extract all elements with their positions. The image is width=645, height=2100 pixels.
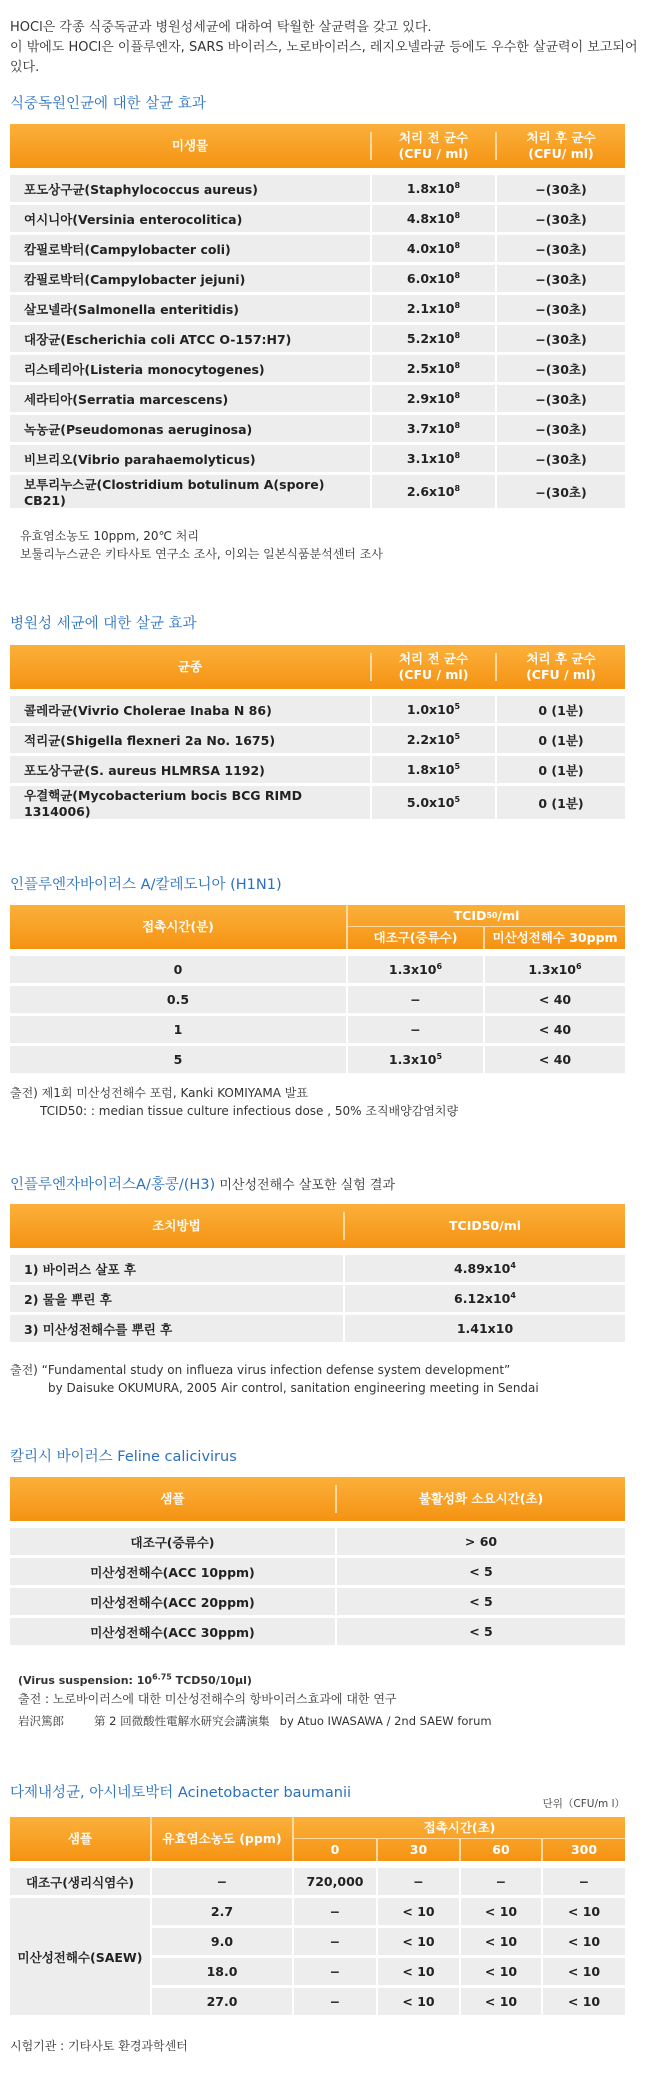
count-before (372, 175, 497, 202)
table-row (10, 1285, 625, 1312)
species-name: 적리균(Shigella flexneri 2a No. 1675) (10, 726, 372, 753)
section1-title: 식중독원인균에 대한 살균 효과 (10, 96, 206, 112)
count-before (372, 265, 497, 292)
header-concentration: 유효염소농도 (ppm) (162, 1831, 282, 1846)
count-after: −(30초) (497, 445, 625, 472)
count-before-exponent: 8 (454, 360, 461, 370)
table-row (10, 1255, 625, 1282)
count-after: −(30초) (497, 235, 625, 262)
tcid50-value (345, 1315, 625, 1342)
method-name: 3) 미산성전해수를 뿌린 후 (10, 1315, 345, 1342)
count-value: < 10 (461, 1898, 543, 1925)
section2-title: 병원성 세균에 대한 살균 효과 (10, 616, 197, 632)
tcid50-value-mantissa: 4.89x10 (454, 1261, 511, 1276)
concentration: 2.7 (152, 1898, 294, 1925)
header-time-0: 0 (330, 1842, 340, 1857)
unit-label: 단위（CFU/m l） (542, 1798, 625, 1810)
sample-name: 미산성전해수(ACC 10ppm) (10, 1558, 337, 1585)
header-method: 조치방법 (152, 1218, 201, 1233)
section5-title: 칼리시 바이러스 Feline calicivirus (10, 1449, 237, 1465)
count-before (372, 756, 497, 783)
section6-title: 다제내성균, 아시네토박터 Acinetobacter baumanii (10, 1785, 352, 1801)
section5-source-2: 岩沢篤郎 第 2 回微酸性電解水研究会講演集 by Atuo IWASAWA / 2nd SAEW forum (18, 1714, 492, 1728)
table-row (10, 1898, 625, 1925)
header-tcid50: TCID50/ml (449, 1218, 521, 1233)
inactivation-time: < 5 (337, 1618, 625, 1645)
species-name: 콜레라균(Vivrio Cholerae Inaba N 86) (10, 696, 372, 723)
count-before-exponent: 5 (454, 701, 461, 711)
section5-table (10, 1525, 625, 1648)
table-row (10, 175, 625, 202)
count-before (372, 355, 497, 382)
table-row (10, 385, 625, 412)
section1-note-2: 보툴리누스균은 키타사토 연구소 조사, 이외는 일본식품분석센터 조사 (20, 547, 383, 561)
sample-name: 대조구(증류수) (10, 1528, 337, 1555)
contact-time: 0 (10, 956, 348, 983)
count-before-mantissa: 1.8x10 (406, 181, 455, 196)
section3-source: 출전) 제1회 미산성전해수 포럼, Kanki KOMIYAMA 발표 (10, 1086, 308, 1100)
header-sample: 샘플 (160, 1491, 185, 1506)
count-value: < 10 (461, 1958, 543, 1985)
contact-time: 0.5 (10, 986, 348, 1013)
count-before-mantissa: 3.7x10 (406, 421, 455, 436)
count-after: −(30초) (497, 475, 625, 508)
microbe-name: 대장균(Escherichia coli ATCC O-157:H7) (10, 325, 372, 352)
count-value: − (294, 1898, 378, 1925)
count-after: 0 (1분) (497, 696, 625, 723)
intro-text (10, 18, 645, 78)
count-value: − (378, 1868, 461, 1895)
saew-value (485, 986, 625, 1013)
microbe-name: 여시니아(Versinia enterocolitica) (10, 205, 372, 232)
saew-value (485, 956, 625, 983)
count-value: < 10 (543, 1928, 625, 1955)
section2-header (10, 645, 625, 689)
table-row (10, 235, 625, 262)
count-before-mantissa: 3.1x10 (406, 451, 455, 466)
count-before-mantissa: 4.8x10 (406, 211, 455, 226)
count-before-mantissa: 1.8x10 (406, 762, 455, 777)
count-before-mantissa: 6.0x10 (406, 271, 455, 286)
tcid50-value-mantissa: 1.41x10 (456, 1321, 514, 1336)
method-name: 2) 물을 뿌린 후 (10, 1285, 345, 1312)
microbe-name: 세라티아(Serratia marcescens) (10, 385, 372, 412)
count-before-mantissa: 5.2x10 (406, 331, 455, 346)
table-row (10, 1315, 625, 1342)
count-before (372, 726, 497, 753)
species-name: 우결핵균(Mycobacterium bocis BCG RIMD 1314006) (10, 786, 372, 819)
section3-tcid-note: TCID50: : median tissue culture infectious dose , 50% 조직배양감염치량 (40, 1104, 459, 1118)
species-name: 포도상구균(S. aureus HLMRSA 1192) (10, 756, 372, 783)
count-before-mantissa: 2.2x10 (406, 732, 455, 747)
section2-table (10, 693, 625, 822)
saew-value-mantissa: < 40 (538, 992, 572, 1007)
count-before-exponent: 8 (454, 270, 461, 280)
virus-suspension: (Virus suspension: $10^{6.75}$ TCD50/10μl) (18, 1672, 252, 1687)
count-before-mantissa: 2.6x10 (406, 484, 455, 499)
count-before-exponent: 8 (454, 210, 461, 220)
count-before (372, 235, 497, 262)
count-value: < 10 (378, 1958, 461, 1985)
section6-table (10, 1865, 625, 2018)
section4-source-1: 출전) “Fundamental study on influeza virus infection defense system development” (10, 1363, 511, 1377)
count-value: < 10 (543, 1898, 625, 1925)
count-before-exponent: 8 (454, 330, 461, 340)
microbe-name: 보투리누스균(Clostridium botulinum A(spore) CB21) (10, 475, 372, 508)
section4-table (10, 1252, 625, 1345)
table-row (10, 1528, 625, 1555)
sample-name: 대조구(생리식염수) (10, 1868, 152, 1895)
table-row (10, 475, 625, 508)
header-time-300: 300 (570, 1842, 598, 1857)
count-after: 0 (1분) (497, 756, 625, 783)
concentration: 27.0 (152, 1988, 294, 2015)
table-row (10, 1618, 625, 1645)
sample-name: 미산성전해수(ACC 30ppm) (10, 1618, 337, 1645)
tcid50-value-mantissa: 6.12x10 (454, 1291, 511, 1306)
count-before-exponent: 5 (454, 794, 461, 804)
saew-value-mantissa: 1.3x10 (528, 962, 577, 977)
saew-value-mantissa: < 40 (538, 1022, 572, 1037)
count-value: < 10 (543, 1988, 625, 2015)
count-value: < 10 (543, 1958, 625, 1985)
inactivation-time: > 60 (337, 1528, 625, 1555)
count-value: − (543, 1868, 625, 1895)
section5-header (10, 1477, 625, 1521)
table-row (10, 1588, 625, 1615)
count-value: < 10 (378, 1928, 461, 1955)
count-after: 0 (1분) (497, 786, 625, 819)
count-after: −(30초) (497, 205, 625, 232)
section4-title: 인플루엔자바이러스A/홍콩/(H3) 미산성전해수 살포한 실험 결과 (10, 1177, 396, 1193)
table-row (10, 295, 625, 322)
header-control: 대조구(증류수) (373, 930, 458, 945)
table-row (10, 696, 625, 723)
control-value (348, 1046, 485, 1073)
count-before-exponent: 8 (454, 420, 461, 430)
count-after: −(30초) (497, 385, 625, 412)
header-contact-time: 접촉시간(분) (142, 919, 214, 934)
header-microbe: 미생물 (171, 138, 209, 153)
count-value: − (294, 1988, 378, 2015)
count-before (372, 295, 497, 322)
count-value: 720,000 (294, 1868, 378, 1895)
count-before-mantissa: 2.9x10 (406, 391, 455, 406)
count-before-exponent: 8 (454, 300, 461, 310)
count-after: 0 (1분) (497, 726, 625, 753)
table-row (10, 325, 625, 352)
control-value (348, 1016, 485, 1043)
inactivation-time: < 5 (337, 1588, 625, 1615)
microbe-name: 리스테리아(Listeria monocytogenes) (10, 355, 372, 382)
tcid50-value (345, 1255, 625, 1282)
count-before (372, 385, 497, 412)
section3-table (10, 953, 625, 1076)
count-value: < 10 (378, 1988, 461, 2015)
count-after: −(30초) (497, 295, 625, 322)
count-before (372, 696, 497, 723)
control-value (348, 986, 485, 1013)
count-before (372, 445, 497, 472)
saew-value (485, 1046, 625, 1073)
count-value: < 10 (378, 1898, 461, 1925)
count-after: −(30초) (497, 355, 625, 382)
table-row (10, 956, 625, 983)
method-name: 1) 바이러스 살포 후 (10, 1255, 345, 1282)
count-before (372, 415, 497, 442)
count-before (372, 475, 497, 508)
header-species: 균종 (177, 659, 203, 674)
control-value-mantissa: 1.3x10 (388, 962, 437, 977)
table-row (10, 1046, 625, 1073)
concentration: − (152, 1868, 294, 1895)
concentration: 9.0 (152, 1928, 294, 1955)
count-before-mantissa: 5.0x10 (406, 795, 455, 810)
sample-name: 미산성전해수(ACC 20ppm) (10, 1588, 337, 1615)
test-organization: 시험기관 : 기타사토 환경과학센터 (10, 2039, 188, 2053)
concentration: 18.0 (152, 1958, 294, 1985)
table-row (10, 205, 625, 232)
table-row (10, 445, 625, 472)
header-sample: 샘플 (67, 1831, 93, 1846)
control-value-mantissa: − (410, 992, 421, 1007)
count-after: −(30초) (497, 265, 625, 292)
header-after: 처리 후 균수 (CFU / ml) (526, 651, 596, 682)
microbe-name: 비브리오(Vibrio parahaemolyticus) (10, 445, 372, 472)
control-value (348, 956, 485, 983)
microbe-name: 포도상구균(Staphylococcus aureus) (10, 175, 372, 202)
section3-header (10, 905, 625, 949)
contact-time: 5 (10, 1046, 348, 1073)
header-before: 처리 전 균수 (CFU / ml) (398, 130, 469, 161)
count-before-exponent: 8 (454, 483, 461, 493)
count-before (372, 786, 497, 819)
section1-table (10, 172, 625, 511)
table-row (10, 265, 625, 292)
count-before-mantissa: 4.0x10 (406, 241, 455, 256)
control-value-mantissa: − (410, 1022, 421, 1037)
section4-header (10, 1204, 625, 1248)
table-row (10, 1558, 625, 1585)
table-row (10, 786, 625, 819)
control-value-exponent: 6 (436, 961, 443, 971)
count-before-mantissa: 2.5x10 (406, 361, 455, 376)
section5-source-1: 출전 : 노로바이러스에 대한 미산성전해수의 항바이러스효과에 대한 연구 (18, 1692, 397, 1706)
section6-header (10, 1817, 625, 1861)
count-before-exponent: 5 (454, 761, 461, 771)
control-value-mantissa: 1.3x10 (388, 1052, 437, 1067)
header-inactivation-time: 불활성화 소요시간(초) (418, 1491, 544, 1506)
intro-line-2: 이 밖에도 HOCl은 이플루엔자, SARS 바이러스, 노로바이러스, 레지오넬라균 등에도 우수한 살균력이 보고되어 있다. (10, 40, 638, 75)
count-value: < 10 (461, 1988, 543, 2015)
control-value-exponent: 5 (436, 1051, 443, 1061)
count-before-mantissa: 2.1x10 (406, 301, 455, 316)
count-after: −(30초) (497, 415, 625, 442)
saew-value-mantissa: < 40 (538, 1052, 572, 1067)
table-row (10, 415, 625, 442)
microbe-name: 캄필로박터(Campylobacter jejuni) (10, 265, 372, 292)
table-row (10, 1016, 625, 1043)
section1-note-1: 유효염소농도 10ppm, 20℃ 처리 (20, 529, 199, 543)
table-row (10, 986, 625, 1013)
header-after: 처리 후 균수 (CFU/ ml) (526, 130, 596, 161)
count-value: − (294, 1928, 378, 1955)
section1-header (10, 124, 625, 168)
tcid50-value-exponent: 4 (510, 1260, 516, 1270)
inactivation-time: < 5 (337, 1558, 625, 1585)
count-value: − (294, 1958, 378, 1985)
microbe-name: 녹농균(Pseudomonas aeruginosa) (10, 415, 372, 442)
control-row (10, 1868, 625, 1895)
header-tcid: TCID 50 /ml (453, 908, 520, 923)
intro-line-1: HOCl은 각종 식중독균과 병원성세균에 대하여 탁월한 살균력을 갖고 있다. (10, 20, 432, 35)
section4-source-2: by Daisuke OKUMURA, 2005 Air control, sanitation engineering meeting in Sendai (48, 1381, 539, 1395)
table-row (10, 355, 625, 382)
count-after: −(30초) (497, 175, 625, 202)
tcid50-value (345, 1285, 625, 1312)
count-before-exponent: 5 (454, 731, 461, 741)
table-row (10, 726, 625, 753)
count-before-exponent: 8 (454, 180, 461, 190)
count-value: < 10 (461, 1928, 543, 1955)
count-after: −(30초) (497, 325, 625, 352)
microbe-name: 살모넬라(Salmonella enteritidis) (10, 295, 372, 322)
count-before-exponent: 8 (454, 390, 461, 400)
count-before-exponent: 8 (454, 240, 461, 250)
saew-value (485, 1016, 625, 1043)
section3-title: 인플루엔자바이러스 A/칼레도니아 (H1N1) (10, 877, 282, 893)
saew-value-exponent: 6 (576, 961, 582, 971)
contact-time: 1 (10, 1016, 348, 1043)
header-contact-time: 접촉시간(초) (423, 1820, 496, 1835)
count-before-exponent: 8 (454, 450, 461, 460)
count-before (372, 205, 497, 232)
header-saew: 미산성전해수 30ppm (492, 930, 618, 945)
microbe-name: 캄필로박터(Campylobacter coli) (10, 235, 372, 262)
count-before (372, 325, 497, 352)
count-before-mantissa: 1.0x10 (406, 702, 455, 717)
header-time-30: 30 (409, 1842, 428, 1857)
saew-sample-name: 미산성전해수(SAEW) (10, 1898, 152, 2015)
header-before: 처리 전 균수 (CFU / ml) (398, 651, 469, 682)
table-row (10, 756, 625, 783)
header-time-60: 60 (492, 1842, 510, 1857)
tcid50-value-exponent: 4 (510, 1290, 516, 1300)
count-value: − (461, 1868, 543, 1895)
